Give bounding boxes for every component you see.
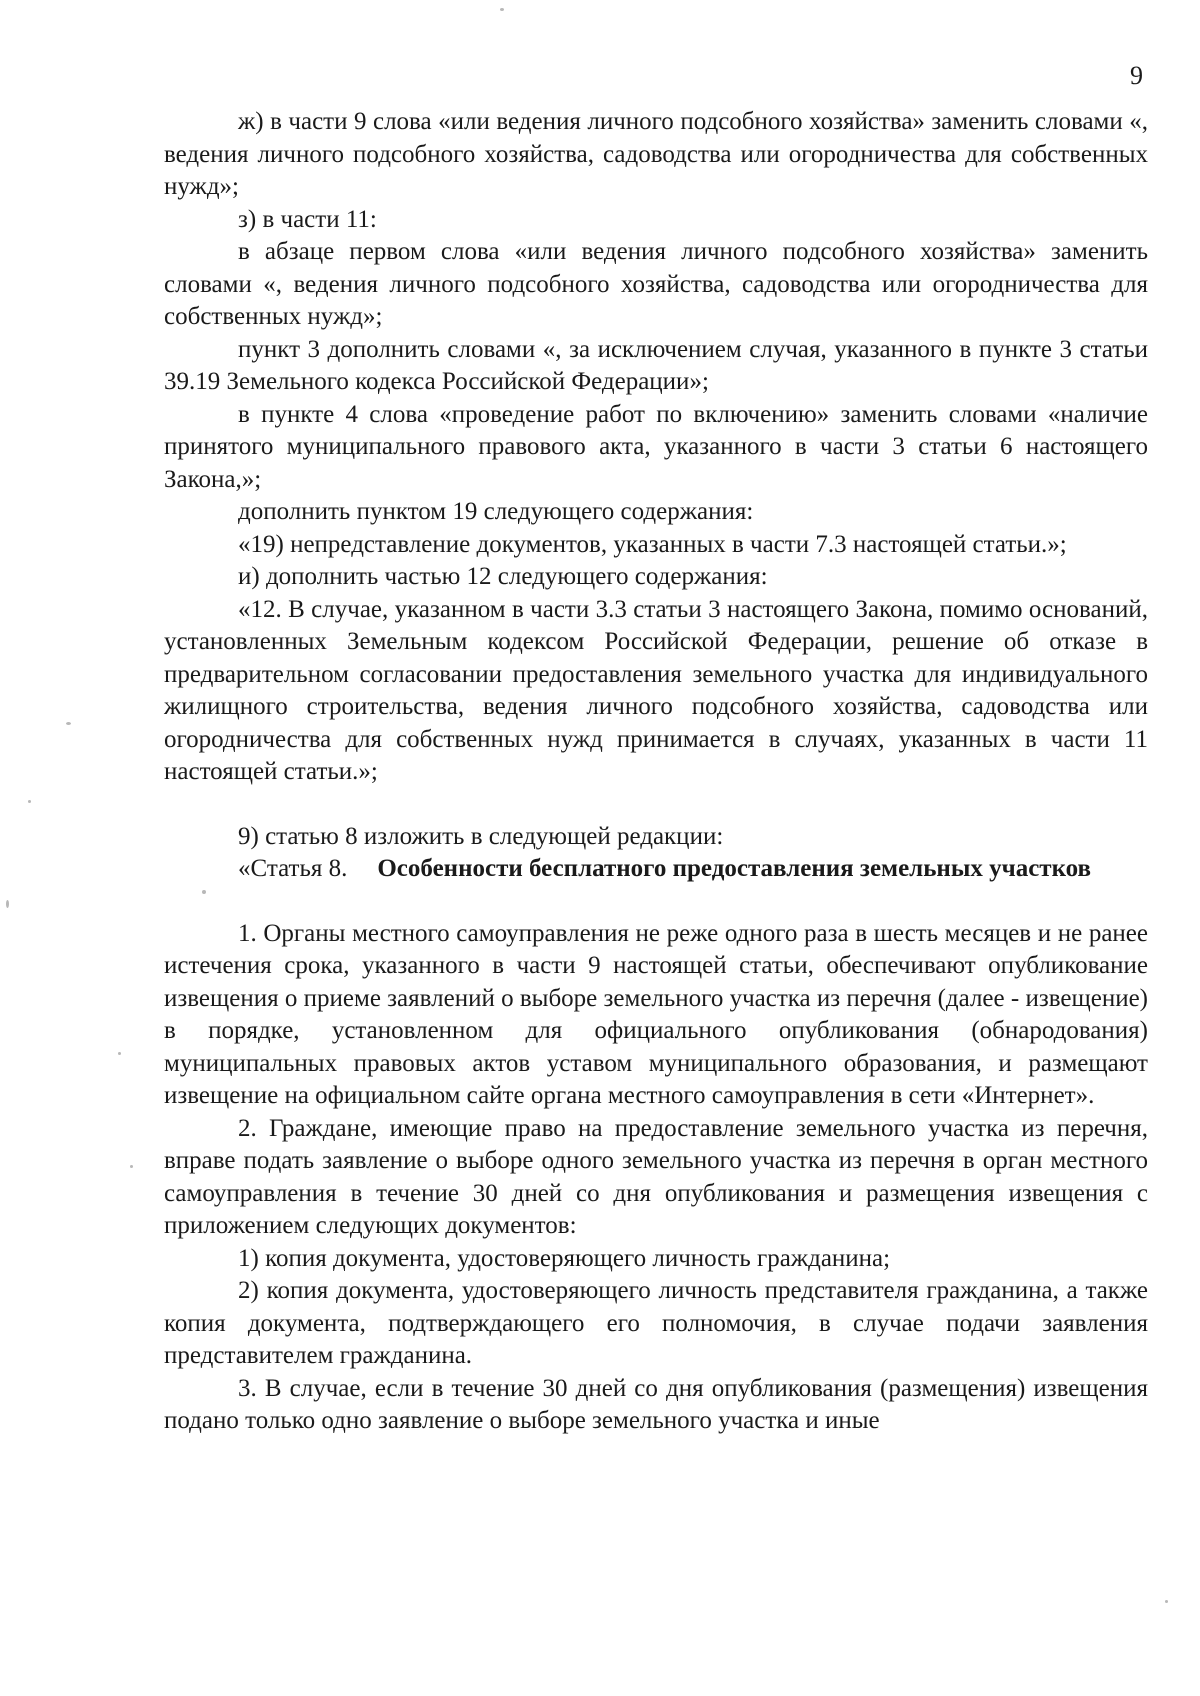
paragraph: 2) копия документа, удостоверяющего личность представителя гражданина, а также копия документа, подтверждающего его полномочия, в случае подачи заявления представителем гражданина. [164,1277,1148,1369]
scan-speck [118,1052,121,1055]
paragraph: пункт 3 дополнить словами «, за исключением случая, указанного в пункте 3 статьи 39.19 Земельного кодекса Российской Федерации»; [164,335,1148,395]
scan-speck [500,8,504,11]
scan-speck [1165,1600,1168,1603]
scan-speck [28,800,31,803]
article-heading [238,853,1148,886]
document-body [164,106,1148,1438]
paragraph: и) дополнить частью 12 следующего содержания: [238,563,768,590]
paragraph: 2. Граждане, имеющие право на предоставление земельного участка из перечня, вправе подать заявление о выборе одного земельного участка из перечня в орган местного самоуправления в течение 30 дней со дня опубликования и размещения извещения с приложением следующих документов: [164,1114,1148,1239]
paragraph: з) в части 11: [238,205,377,233]
page-number: 9 [1130,61,1143,90]
scan-speck [202,890,206,894]
paragraph: 3. В случае, если в течение 30 дней со дня опубликования (размещения) извещения подано только одно заявление о выборе земельного участка и иные [164,1374,1148,1434]
article-number: «Статья 8. [238,855,348,882]
scan-speck [6,900,9,908]
paragraph: в пункте 4 слова «проведение работ по включению» заменить словами «наличие принятого муниципального правового акта, указанного в части 3 статьи 6 настоящего Закона,»; [164,400,1148,493]
paragraph: «19) непредставление документов, указанных в части 7.3 настоящей статьи.»; [238,530,1067,558]
paragraph: «12. В случае, указанном в части 3.3 статьи 3 настоящего Закона, помимо оснований, установленных Земельным кодексом Российской Федерации, решение об отказе в предварительном согласовании предоставления земельного участка для индивидуального жилищного строительства, ведения личного подсобного хозяйства, садоводства или огородничества для собственных нужд принимается в случаях, указанных в части 11 настоящей статьи.»; [164,595,1148,785]
scan-speck [66,722,71,725]
paragraph: в абзаце первом слова «или ведения личного подсобного хозяйства» заменить словами «, ведения личного подсобного хозяйства, садоводства или огородничества для собственных нужд»; [164,238,1148,330]
paragraph: 1. Органы местного самоуправления не реже одного раза в шесть месяцев и не ранее истечения срока, указанного в части 9 настоящей статьи, обеспечивают опубликование извещения о приеме заявлений о выборе земельного участка из перечня (далее - извещение) в порядке, установленном для официального опубликования (обнародования) муниципальных правовых актов уставом муниципального образования, и размещают извещение на официальном сайте органа местного самоуправления в сети «Интернет». [164,919,1148,1109]
paragraph: 1) копия документа, удостоверяющего личность гражданина; [238,1244,891,1272]
spacer [164,789,1148,821]
spacer [164,886,1148,918]
article-title: Особенности бесплатного предоставления земельных участков [377,855,1092,882]
paragraph: дополнить пунктом 19 следующего содержания: [238,498,754,525]
scan-speck [130,1165,133,1168]
paragraph: ж) в части 9 слова «или ведения личного подсобного хозяйства» заменить словами «, ведения личного подсобного хозяйства, садоводства или огородничества для собственных нужд»; [164,108,1148,200]
section-intro: 9) статью 8 изложить в следующей редакции: [238,822,724,850]
